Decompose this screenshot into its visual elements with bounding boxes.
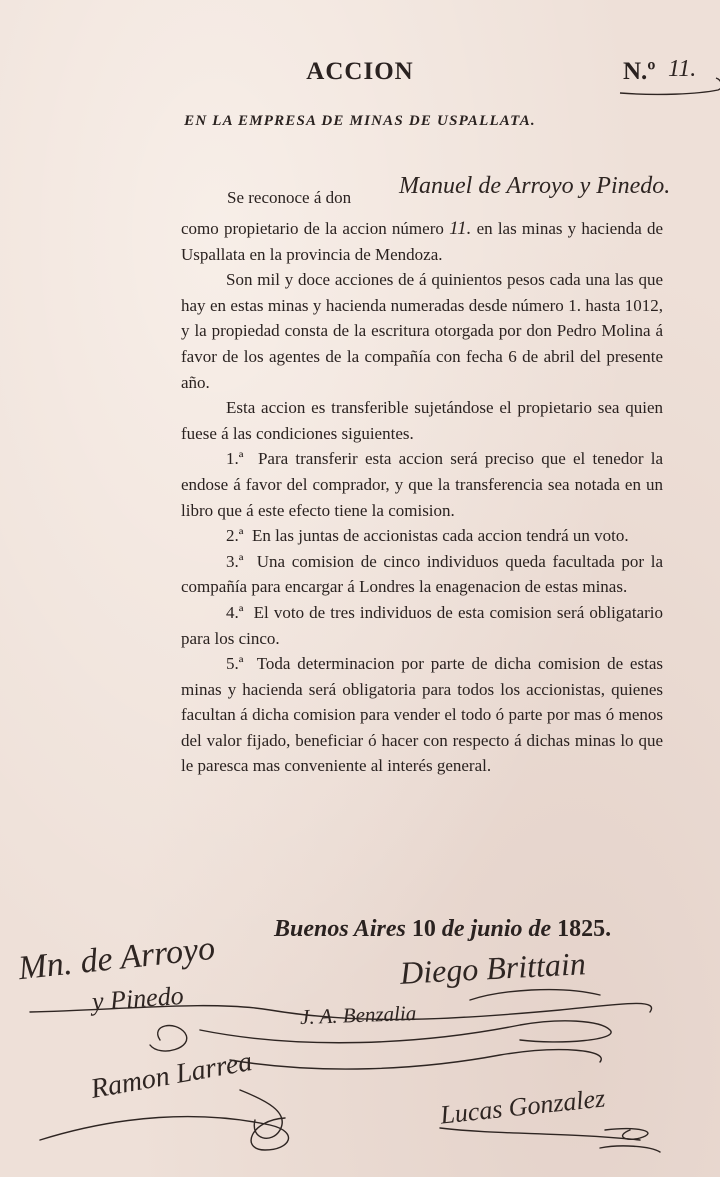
issue-year: 1825. bbox=[557, 916, 612, 942]
condition-number: 1.ª bbox=[226, 449, 244, 469]
condition-text: Una comision de cinco individuos queda facultada por la compañía para encargar á Londres la enagenacion de estas minas. bbox=[181, 551, 664, 597]
condition-number: 3.ª bbox=[226, 551, 244, 571]
flourish-stroke bbox=[240, 1090, 282, 1138]
intro-prefix: Se reconoce á don bbox=[227, 188, 352, 207]
owner-name: Manuel de Arroyo y Pinedo. bbox=[399, 173, 671, 199]
flourish-stroke bbox=[150, 1026, 187, 1051]
signature-owner-line1: Mn. de Arroyo bbox=[16, 929, 217, 988]
intro-text-b: en las minas y hacienda de Uspallata en la provincia de Mendoza. bbox=[181, 219, 663, 264]
flourish-stroke bbox=[40, 1117, 289, 1150]
condition-text: El voto de tres individuos de esta comision será obligatario para los cinco. bbox=[181, 602, 663, 648]
certificate-number: 11. bbox=[668, 56, 697, 82]
condition-number: 2.ª bbox=[226, 526, 244, 546]
transfer-paragraph: Esta accion es transferible sujetándose el propietario sea quien fuese á las condiciones siguientes. bbox=[181, 398, 663, 443]
condition-number: 5.ª bbox=[226, 654, 244, 674]
certificate-title: ACCION bbox=[306, 58, 414, 85]
signature-owner-line2: y Pinedo bbox=[91, 980, 185, 1017]
issue-place: Buenos Aires bbox=[274, 916, 406, 942]
intro-text-a: como propietario de la accion número bbox=[181, 219, 444, 238]
flourish-stroke bbox=[30, 1003, 652, 1019]
condition-text: Para transferir esta accion será preciso que el tenedor la endose á favor del comprador, y que la transferencia sea notada en un libro que á este efecto tiene la comision. bbox=[181, 449, 663, 520]
signature-lucas-gonzalez: Lucas Gonzalez bbox=[438, 1083, 607, 1130]
flourish-stroke bbox=[470, 990, 600, 1000]
signature-diego-brittain: Diego Brittain bbox=[399, 945, 587, 991]
share-number: 11. bbox=[449, 218, 472, 239]
number-label: N.º bbox=[623, 58, 656, 85]
shares-paragraph: Son mil y doce acciones de á quinientos pesos cada una las que hay en estas minas y hacienda numeradas desde número 1. hasta 1012, y la propiedad consta de la escritura otorgada por don Pedro Molina á favor de los agentes de la compañía con fecha 6 de abril del presente año. bbox=[181, 270, 663, 392]
signature-ramon-larrea: Ramon Larrea bbox=[88, 1046, 255, 1105]
issue-day: 10 bbox=[411, 916, 436, 942]
flourish-stroke bbox=[230, 1050, 601, 1069]
flourish-stroke bbox=[200, 1021, 611, 1043]
issue-month: de junio de bbox=[441, 916, 552, 942]
condition-number: 4.ª bbox=[226, 602, 244, 622]
signature-benzalia: J. A. Benzalia bbox=[299, 1000, 417, 1030]
condition-text: En las juntas de accionistas cada accion tendrá un voto. bbox=[251, 526, 629, 546]
condition-text: Toda determinacion por parte de dicha comision de estas minas y hacienda será obligatoria para todos los accionistas, quienes facultan á dicha comision para vender el todo ó parte por mas ó menos del valor fijado, beneficiar ó hacer con respecto á dichas minas lo que le paresca mas conveniente al interés general. bbox=[181, 654, 663, 776]
certificate-subtitle: EN LA EMPRESA DE MINAS DE USPALLATA. bbox=[184, 113, 536, 129]
